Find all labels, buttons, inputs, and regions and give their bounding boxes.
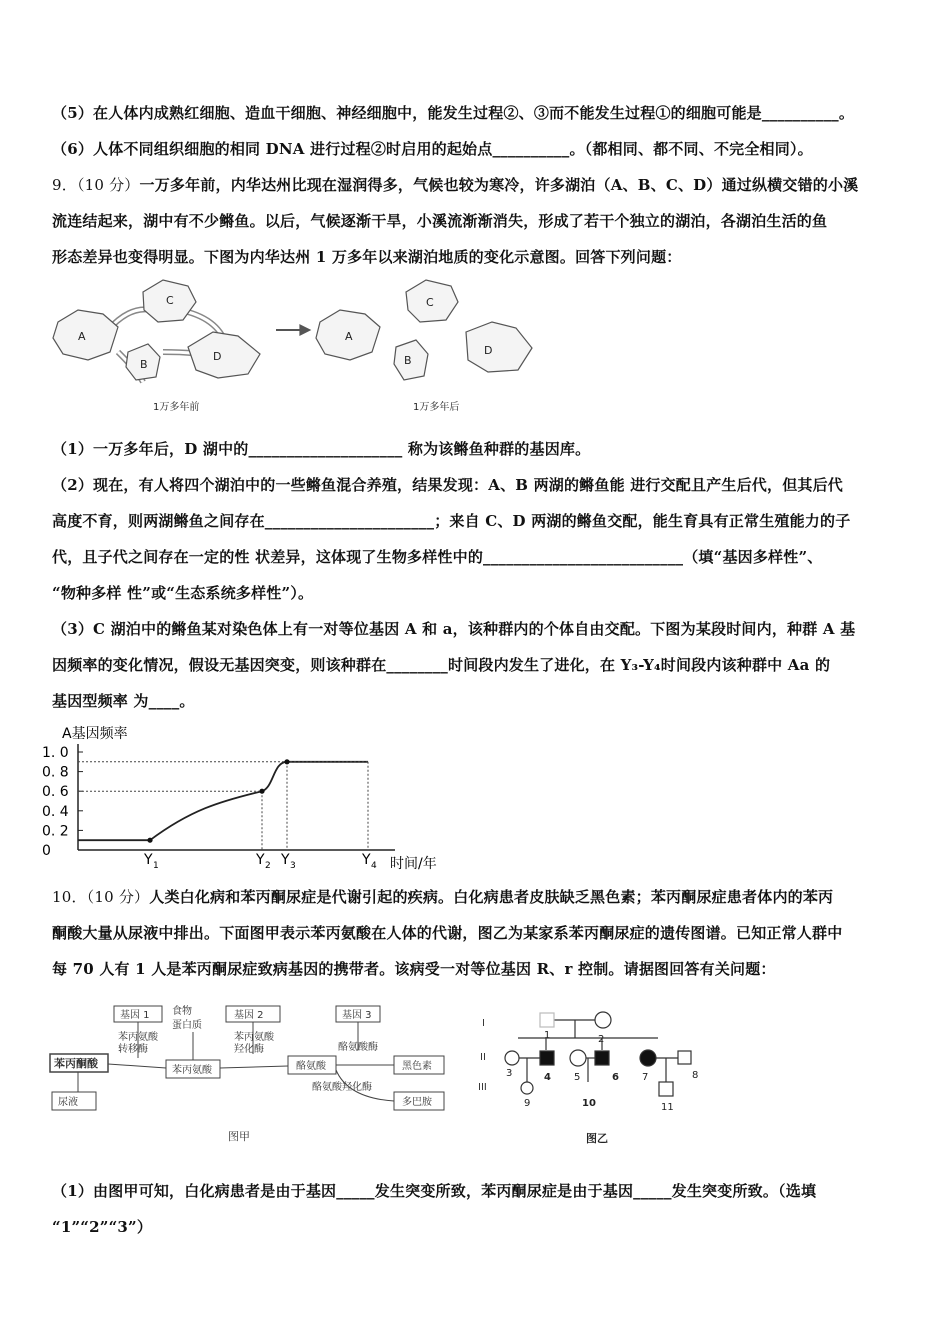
food-label: 食物 [172,1006,192,1017]
y-tick-label: 0 [42,843,51,859]
gen-1-label: I [482,1018,485,1029]
x-tick-subscript: 2 [265,861,271,871]
dopamine-box: 多巴胺 [402,1097,432,1108]
y-tick-label: 1. 0 [42,745,69,761]
lake-a-after: A [345,330,353,343]
lake-d-before: D [213,350,222,363]
x-tick-label: Y [256,852,265,868]
lake-d-after: D [484,344,493,357]
pathway-diagram [48,998,458,1148]
lake-c-after: C [426,296,434,309]
q10-stem-3: 每 70 人有 1 人是苯丙酮尿症致病基因的携带者。该病受一对等位基因 R、r 控制。请据图回答有关问题： [52,960,776,978]
enzyme-hydroxylase-1: 苯丙氨酸 [234,1032,274,1043]
caption-before: 1万多年前 [153,402,200,413]
gene-frequency-chart [40,722,480,872]
q9-part3-1: （3）C 湖泊中的鳉鱼某对染色体上有一对等位基因 A 和 a，该种群内的个体自由交配。下图为某段时间内，种群 A 基 [52,620,856,638]
q9-part3-2: 因频率的变化情况，假设无基因突变，则该种群在________时间段内发生了进化，在 Y₃-Y₄时间段内该种群中 Aa 的 [52,656,831,674]
chart-ylabel: A基因频率 [62,726,128,742]
y-tick-label: 0. 2 [42,823,69,840]
caption-jia: 图甲 [228,1130,250,1143]
id-6: 6 [612,1072,619,1083]
x-tick-label: Y [362,852,371,868]
id-11: 11 [661,1102,674,1113]
gene2-label: 基因 2 [234,1010,264,1021]
x-tick-label: Y [144,852,153,868]
id-4: 4 [544,1072,551,1083]
person-3 [505,1051,519,1065]
id-2: 2 [598,1034,605,1045]
q10-part1-1: （1）由图甲可知，白化病患者是由于基因_____发生突变所致，苯丙酮尿症是由于基因_____发生突变所致。（选填 [52,1182,817,1200]
id-5: 5 [574,1072,581,1083]
id-8: 8 [692,1070,699,1081]
q10-part1-2: “1”“2”“3”） [52,1218,153,1236]
person-11 [659,1082,673,1096]
q10-stem-2: 酮酸大量从尿液中排出。下面图甲表示苯丙氨酸在人体的代谢，图乙为某家系苯丙酮尿症的遗传图谱。已知正常人群中 [52,924,843,942]
q8-part5: （5）在人体内成熟红细胞、造血干细胞、神经细胞中，能发生过程②、③而不能发生过程①的细胞可能是__________。 [52,104,855,122]
lake-b-after: B [404,354,412,367]
gen-3-label: III [478,1082,487,1093]
q9-stem-text: 一万多年前，内华达州比现在湿润得多，气候也较为寒冷，许多湖泊（A、B、C、D）通过纵横交错的小溪 [139,176,859,194]
person-9 [521,1082,533,1094]
series-line [78,762,368,840]
urine-box: 尿液 [58,1097,78,1108]
id-3: 3 [506,1068,513,1079]
person-7 [640,1050,656,1066]
data-point [259,789,264,794]
caption-yi: 图乙 [586,1132,608,1145]
id-9: 9 [524,1098,531,1109]
x-tick-subscript: 3 [290,861,296,871]
q9-part2-4: “物种多样 性”或“生态系统多样性”）。 [52,584,314,602]
chart-xlabel: 时间/年 [390,856,437,872]
x-tick-subscript: 4 [371,861,377,871]
x-tick-subscript: 1 [153,861,159,871]
tyr-hydroxylase-label: 酪氨酸羟化酶 [312,1082,372,1093]
protein-label: 蛋白质 [172,1020,202,1031]
person-8 [678,1051,691,1064]
id-1: 1 [544,1030,551,1041]
ppa-box: 苯丙酮酸 [54,1057,98,1070]
lake-figure [48,272,548,422]
y-tick-label: 0. 4 [42,803,69,820]
y-tick-label: 0. 6 [42,784,69,801]
q10-number: 10．（10 分） [52,888,150,906]
q9-part2-2: 高度不育，则两湖鳉鱼之间存在______________________；来自 C、D 两湖的鳉鱼交配，能生育具有正常生殖能力的子 [52,512,851,530]
data-point [147,838,152,843]
person-2 [595,1012,611,1028]
enzyme-transferase-1: 苯丙氨酸 [118,1032,158,1043]
q10-stem-1 [52,886,833,907]
person-5 [570,1050,586,1066]
q9-part2-3: 代，且子代之间存在一定的性 状差异，这体现了生物多样性中的__________________________（填“基因多样性”、 [52,548,823,566]
y-tick-label: 0. 8 [42,764,69,781]
enzyme-hydroxylase-2: 羟化酶 [234,1044,264,1055]
person-6 [595,1051,609,1065]
person-1 [540,1013,554,1027]
q9-part1: （1）一万多年后，D 湖中的____________________ 称为该鳉鱼种群的基因库。 [52,440,591,458]
q9-number: 9．（10 分） [52,176,140,194]
id-7: 7 [642,1072,649,1083]
person-4 [540,1051,554,1065]
lake-a-before: A [78,330,86,343]
gene1-label: 基因 1 [120,1010,150,1021]
tyrosinase-label: 酪氨酸酶 [338,1042,378,1053]
phe-box: 苯丙氨酸 [172,1065,212,1076]
pedigree-diagram [478,1008,718,1148]
lake-b-before: B [140,358,148,371]
q10-stem-text: 人类白化病和苯丙酮尿症是代谢引起的疾病。白化病患者皮肤缺乏黑色素；苯丙酮尿症患者体内的苯丙 [149,888,834,906]
q9-part2-1: （2）现在，有人将四个湖泊中的一些鳉鱼混合养殖，结果发现：A、B 两湖的鳉鱼能 进行交配且产生后代，但其后代 [52,476,844,494]
tyr-box: 酪氨酸 [296,1061,326,1072]
gene3-label: 基因 3 [342,1010,372,1021]
q8-part6: （6）人体不同组织细胞的相同 DNA 进行过程②时启用的起始点__________。（都相同、都不同、不完全相同）。 [52,140,813,158]
q9-stem-1 [52,174,858,195]
q9-part3-3: 基因型频率 为____。 [52,692,195,710]
q9-stem-3: 形态差异也变得明显。下图为内华达州 1 万多年以来湖泊地质的变化示意图。回答下列问题： [52,248,682,266]
gen-2-label: II [480,1052,486,1063]
enzyme-transferase-2: 转移酶 [118,1044,148,1055]
data-point [284,759,289,764]
id-10: 10 [582,1098,596,1109]
melanin-box: 黑色素 [402,1061,432,1072]
caption-after: 1万多年后 [413,402,460,413]
lake-c-before: C [166,294,174,307]
q9-stem-2: 流连结起来，湖中有不少鳉鱼。以后，气候逐渐干旱，小溪流渐渐消失，形成了若干个独立的湖泊，各湖泊生活的鱼 [52,212,828,230]
x-tick-label: Y [281,852,290,868]
